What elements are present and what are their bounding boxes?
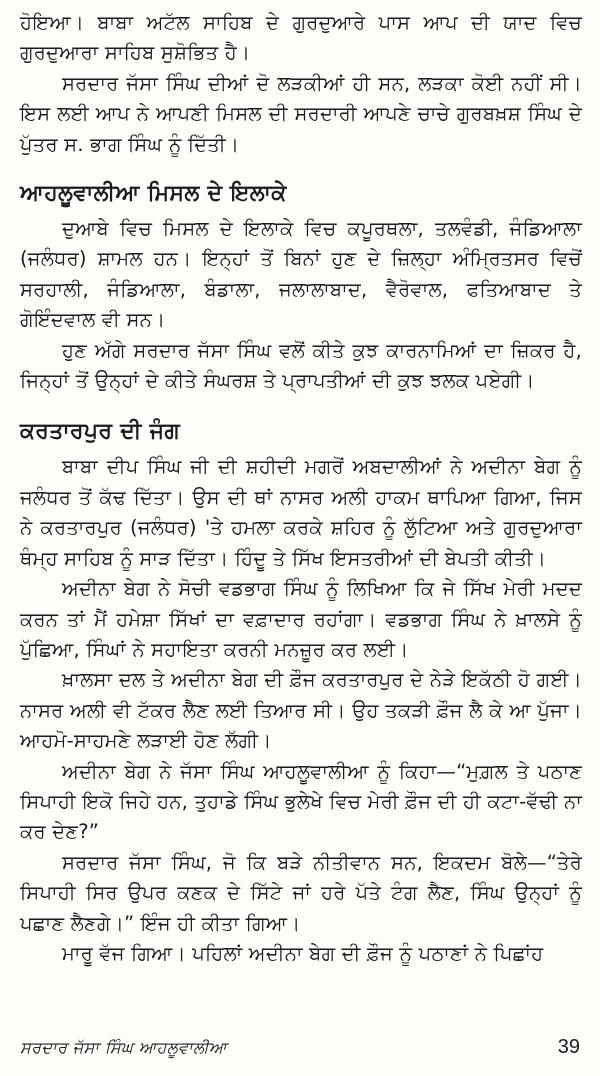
paragraph-battle-3: ਖ਼ਾਲਸਾ ਦਲ ਤੇ ਅਦੀਨਾ ਬੇਗ ਦੀ ਫ਼ੌਜ ਕਰਤਾਰਪੁਰ ਦੇ ਨੇੜੇ ਇਕੱਠੀ ਹੋ ਗਈ। ਨਾਸਰ ਅਲੀ ਵੀ ਟੱਕਰ ਲੈਣ ਲਈ ਤਿਆਰ ਸੀ। ਉਹ ਤਕੜੀ ਫ਼ੌਜ ਲੈ ਕੇ ਆ ਪੁੱਜਾ। ਆਹਮੋ-ਸਾਹਮਣੇ ਲੜਾਈ ਹੋਣ ਲੱਗੀ। — [20, 668, 582, 753]
paragraph-territories: ਦੁਆਬੇ ਵਿਚ ਮਿਸਲ ਦੇ ਇਲਾਕੇ ਵਿਚ ਕਪੂਰਥਲਾ, ਤਲਵੰਡੀ, ਜੰਡਿਆਲਾ (ਜਲੰਧਰ) ਸ਼ਾਮਲ ਹਨ। ਇਨ੍ਹਾਂ ਤੋਂ ਬਿਨਾਂ ਹੁਣ ਦੇ ਜ਼ਿਲ੍ਹਾ ਅੰਮ੍ਰਿਤਸਰ ਵਿਚੋਂ ਸਰਹਾਲੀ, ਜੰਡਿਆਲਾ, ਬੰਡਾਲਾ, ਜਲਾਲਾਬਾਦ, ਵੈਰੋਵਾਲ, ਫਤਿਆਬਾਦ ਤੇ ਗੋਇੰਦਵਾਲ ਵੀ ਸਨ। — [20, 217, 582, 332]
running-title: ਸਰਦਾਰ ਜੱਸਾ ਸਿੰਘ ਆਹਲੂਵਾਲੀਆ — [20, 1038, 227, 1057]
paragraph-battle-2: ਅਦੀਨਾ ਬੇਗ ਨੇ ਸੋਚੀ ਵਡਭਾਗ ਸਿੰਘ ਨੂੰ ਲਿਖਿਆ ਕਿ ਜੇ ਸਿੱਖ ਮੇਰੀ ਮਦਦ ਕਰਨ ਤਾਂ ਮੈਂ ਹਮੇਸ਼ਾ ਸਿੱਖਾਂ ਦਾ ਵਫ਼ਾਦਾਰ ਰਹਾਂਗਾ। ਵਡਭਾਗ ਸਿੰਘ ਨੇ ਖ਼ਾਲਸੇ ਨੂੰ ਪੁੱਛਿਆ, ਸਿੰਘਾਂ ਨੇ ਸਹਾਇਤਾ ਕਰਨੀ ਮਨਜ਼ੂਰ ਕਰ ਲਈ। — [20, 577, 582, 661]
paragraph-battle-6: ਮਾਰੂ ਵੱਜ ਗਿਆ। ਪਹਿਲਾਂ ਅਦੀਨਾ ਬੇਗ ਦੀ ਫ਼ੌਜ ਨੂੰ ਪਠਾਣਾਂ ਨੇ ਪਿਛਾਂਹ — [62, 941, 544, 965]
paragraph-battle-4: ਅਦੀਨਾ ਬੇਗ ਨੇ ਜੱਸਾ ਸਿੰਘ ਆਹਲੂਵਾਲੀਆ ਨੂੰ ਕਿਹਾ—“ਮੁਗ਼ਲ ਤੇ ਪਠਾਣ ਸਿਪਾਹੀ ਇਕੋ ਜਿਹੇ ਹਨ, ਤੁਹਾਡੇ ਸਿੰਘ ਭੁਲੇਖੇ ਵਿਚ ਮੇਰੀ ਫ਼ੌਜ ਦੀ ਹੀ ਕਟਾ-ਵੱਢੀ ਨਾ ਕਰ ਦੇਣ?” — [20, 759, 582, 844]
paragraph-intro-deeds: ਹੁਣ ਅੱਗੇ ਸਰਦਾਰ ਜੱਸਾ ਸਿੰਘ ਵਲੋਂ ਕੀਤੇ ਕੁਝ ਕਾਰਨਾਮਿਆਂ ਦਾ ਜ਼ਿਕਰ ਹੈ, ਜਿਨ੍ਹਾਂ ਤੋਂ ਉਨ੍ਹਾਂ ਦੇ ਕੀਤੇ ਸੰਘਰਸ਼ ਤੇ ਪ੍ਰਾਪਤੀਆਂ ਦੀ ਕੁਝ ਝਲਕ ਪਏਗੀ। — [20, 338, 582, 393]
section-heading-kartarpur-battle: ਕਰਤਾਰਪੁਰ ਦੀ ਜੰਗ — [20, 419, 180, 445]
page-footer — [20, 1036, 580, 1064]
page-body — [20, 8, 582, 969]
section-heading-territories: ਆਹਲੂਵਾਲੀਆ ਮਿਸਲ ਦੇ ਇਲਾਕੇ — [20, 181, 287, 207]
paragraph-succession: ਸਰਦਾਰ ਜੱਸਾ ਸਿੰਘ ਦੀਆਂ ਦੋ ਲੜਕੀਆਂ ਹੀ ਸਨ, ਲੜਕਾ ਕੋਈ ਨਹੀਂ ਸੀ। ਇਸ ਲਈ ਆਪ ਨੇ ਆਪਣੀ ਮਿਸਲ ਦੀ ਸਰਦਾਰੀ ਆਪਣੇ ਚਾਚੇ ਗੁਰਬਖ਼ਸ਼ ਸਿੰਘ ਦੇ ਪੁੱਤਰ ਸ. ਭਾਗ ਸਿੰਘ ਨੂੰ ਦਿੱਤੀ। — [20, 71, 582, 156]
paragraph-battle-5: ਸਰਦਾਰ ਜੱਸਾ ਸਿੰਘ, ਜੋ ਕਿ ਬੜੇ ਨੀਤੀਵਾਨ ਸਨ, ਇਕਦਮ ਬੋਲੇ—“ਤੇਰੇ ਸਿਪਾਹੀ ਸਿਰ ਉਪਰ ਕਣਕ ਦੇ ਸਿੱਟੇ ਜਾਂ ਹਰੇ ਪੱਤੇ ਟੰਗ ਲੈਣ, ਸਿੰਘ ਉਨ੍ਹਾਂ ਨੂੰ ਪਛਾਣ ਲੈਣਗੇ।” ਇੰਜ ਹੀ ਕੀਤਾ ਗਿਆ। — [20, 850, 582, 935]
page-number: 39 — [557, 1036, 580, 1058]
paragraph-continuation: ਹੋਇਆ। ਬਾਬਾ ਅਟੱਲ ਸਾਹਿਬ ਦੇ ਗੁਰਦੁਆਰੇ ਪਾਸ ਆਪ ਦੀ ਯਾਦ ਵਿਚ ਗੁਰਦੁਆਰਾ ਸਾਹਿਬ ਸੁਸ਼ੋਭਿਤ ਹੈ। — [20, 11, 582, 65]
paragraph-battle-1: ਬਾਬਾ ਦੀਪ ਸਿੰਘ ਜੀ ਦੀ ਸ਼ਹੀਦੀ ਮਗਰੋਂ ਅਬਦਾਲੀਆਂ ਨੇ ਅਦੀਨਾ ਬੇਗ ਨੂੰ ਜਲੰਧਰ ਤੋਂ ਕੱਢ ਦਿੱਤਾ। ਉਸ ਦੀ ਥਾਂ ਨਾਸਰ ਅਲੀ ਹਾਕਮ ਥਾਪਿਆ ਗਿਆ, ਜਿਸ ਨੇ ਕਰਤਾਰਪੁਰ (ਜਲੰਧਰ) 'ਤੇ ਹਮਲਾ ਕਰਕੇ ਸ਼ਹਿਰ ਨੂੰ ਲੁੱਟਿਆ ਅਤੇ ਗੁਰਦੁਆਰਾ ਥੰਮ੍ਹ ਸਾਹਿਬ ਨੂੰ ਸਾੜ ਦਿੱਤਾ। ਹਿੰਦੂ ਤੇ ਸਿੱਖ ਇਸਤਰੀਆਂ ਦੀ ਬੇਪਤੀ ਕੀਤੀ। — [20, 455, 582, 570]
